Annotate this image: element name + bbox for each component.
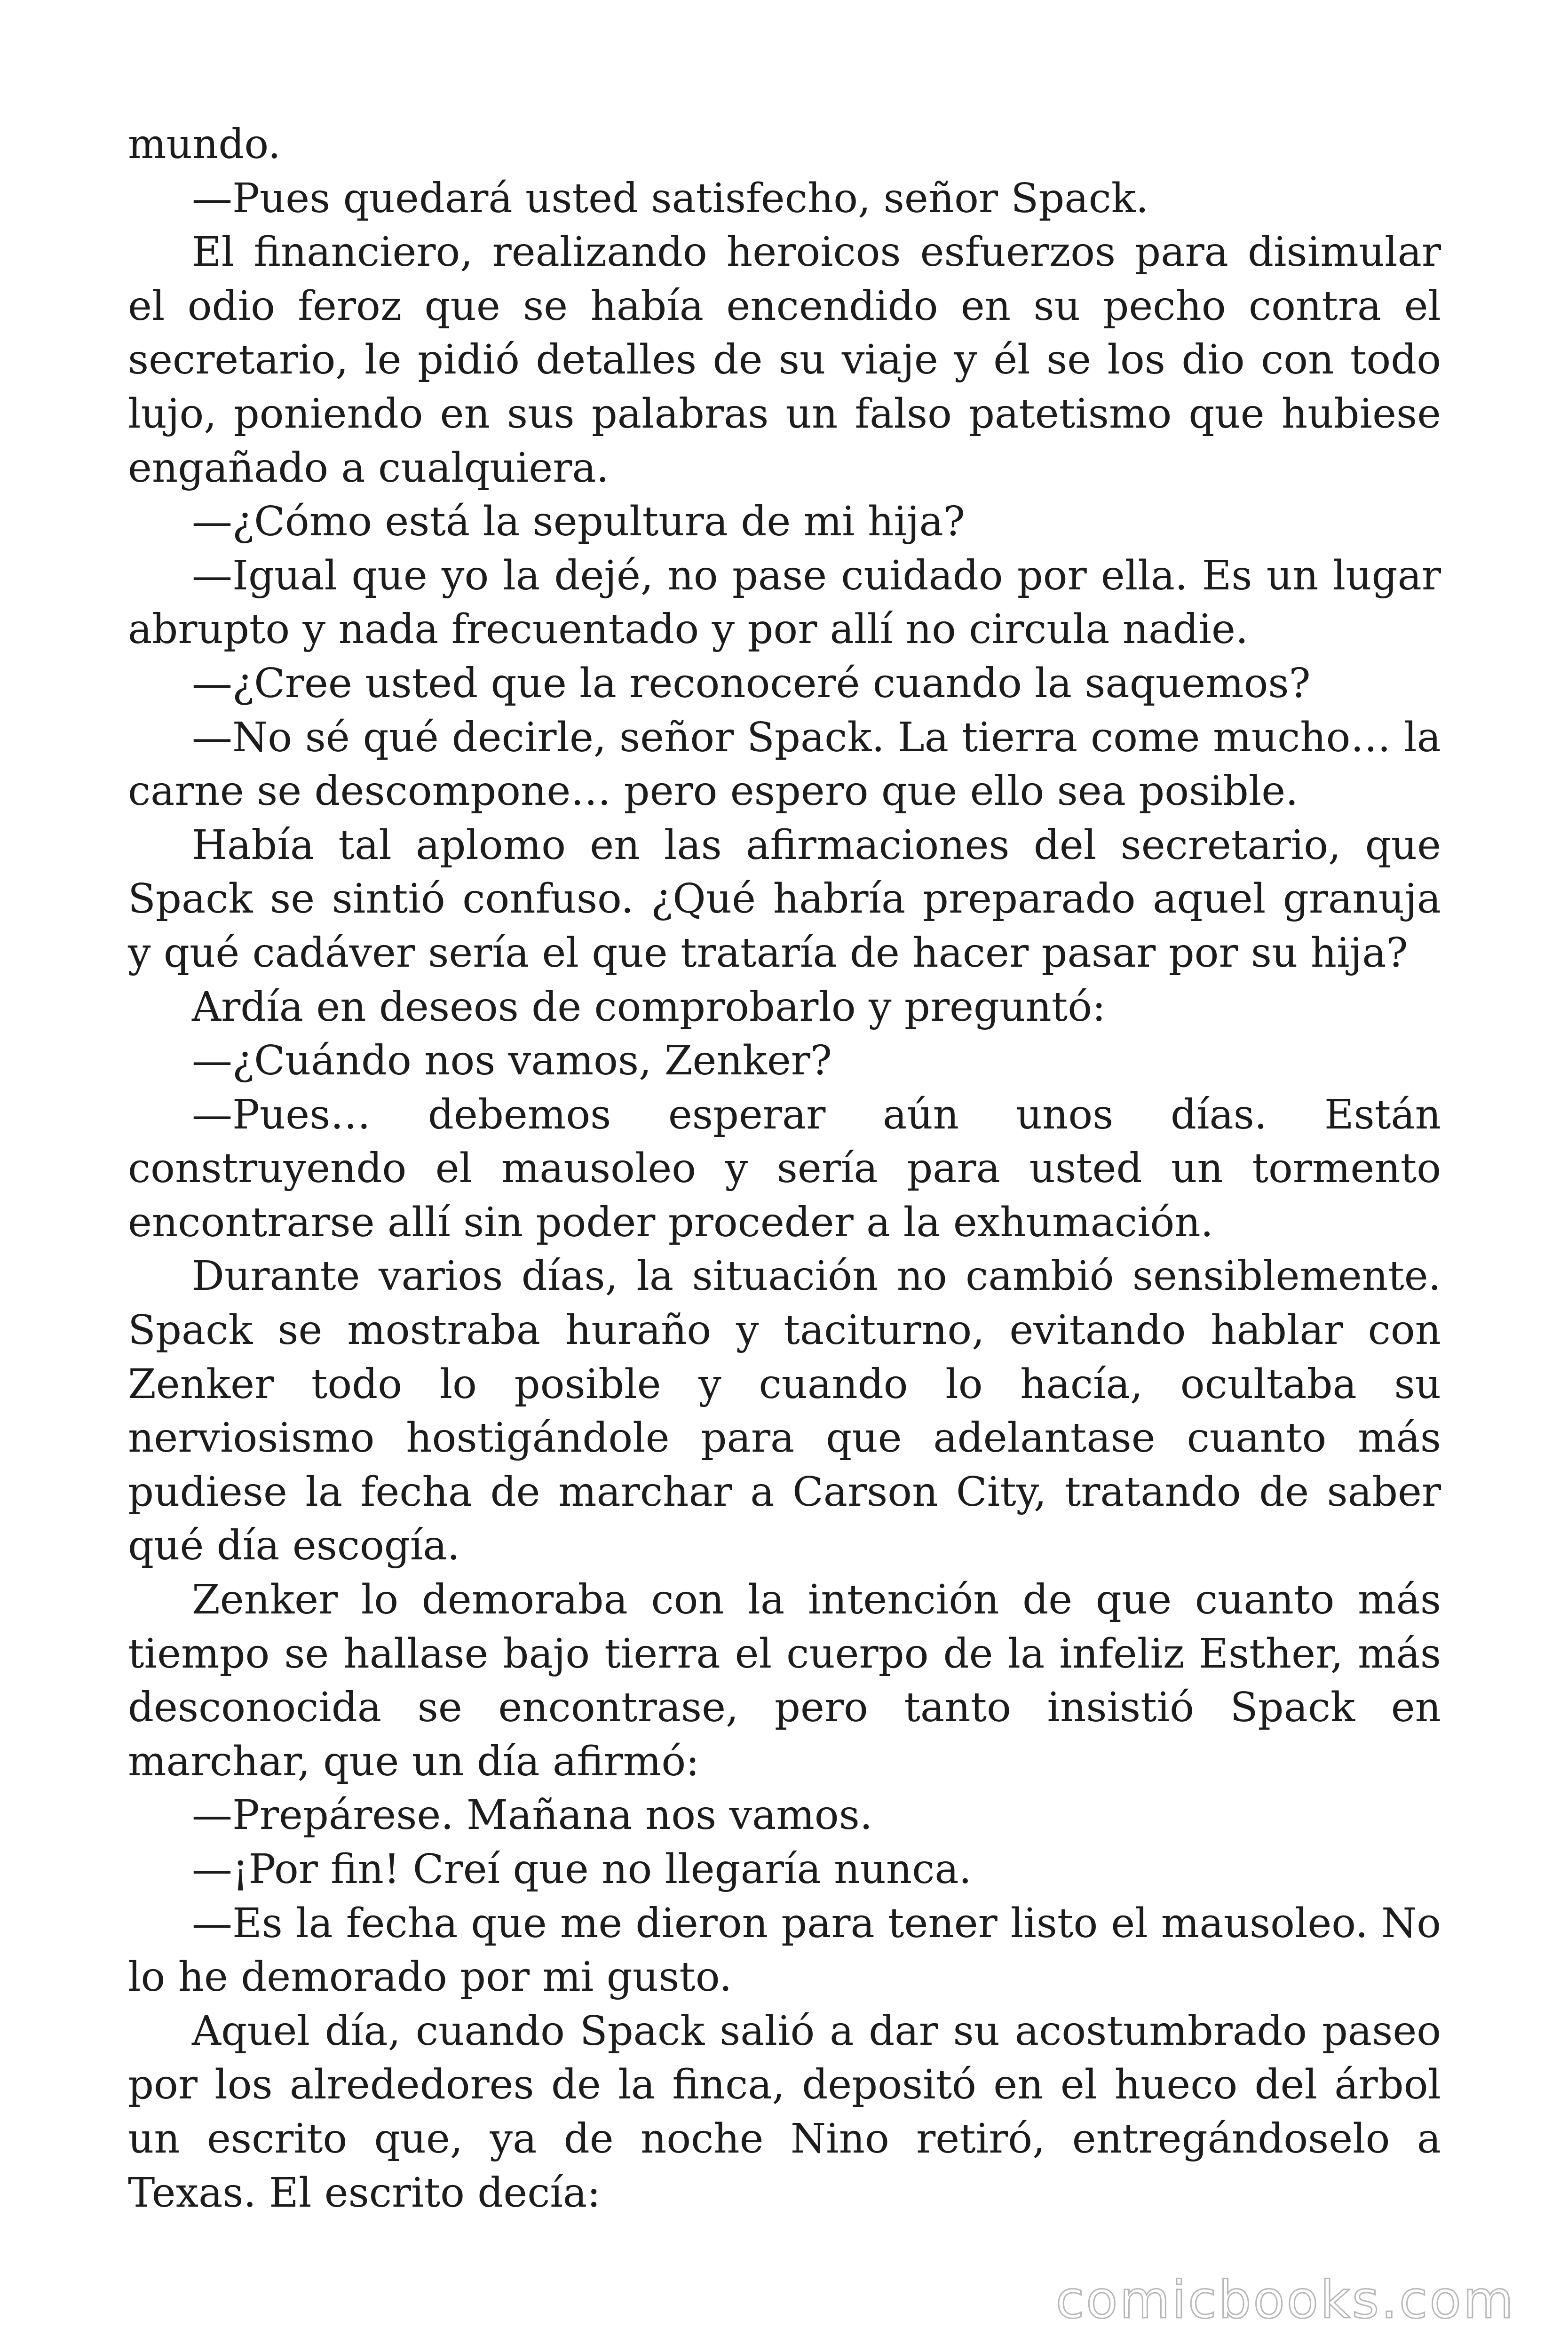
paragraph: —¿Cómo está la sepultura de mi hija? — [192, 498, 965, 546]
paragraph: Había tal aplomo en las afirmaciones del secretario, que Spack se sintió confuso. ¿Qué habría preparado aquel granuja y qué cadáver sería el que trataría de hacer pasar por su hija? — [128, 821, 1441, 977]
paragraph: —Prepárese. Mañana nos vamos. — [192, 1792, 873, 1839]
body-text — [128, 118, 1441, 2220]
watermark: comicbooks.com — [1055, 2270, 1515, 2330]
paragraph: —Igual que yo la dejé, no pase cuidado por ella. Es un lugar abrupto y nada frecuentado y por allí no circula nadie. — [128, 552, 1441, 653]
paragraph: —¡Por fin! Creí que no llegaría nunca. — [192, 1846, 972, 1893]
paragraph: mundo. — [128, 121, 281, 168]
paragraph: —No sé qué decirle, señor Spack. La tierra come mucho… la carne se descompone… pero espero que ello sea posible. — [128, 714, 1441, 815]
paragraph: —Pues… debemos esperar aún unos días. Están construyendo el mausoleo y sería para usted un tormento encontrarse allí sin poder proceder a la exhumación. — [128, 1091, 1441, 1246]
paragraph: Aquel día, cuando Spack salió a dar su acostumbrado paseo por los alrededores de la finca, depositó en el hueco del árbol un escrito que, ya de noche Nino retiró, entregándoselo a Texas. El escrito decía: — [128, 2007, 1441, 2217]
paragraph: El financiero, realizando heroicos esfuerzos para disimular el odio feroz que se había encendido en su pecho contra el secretario, le pidió detalles de su viaje y él se los dio con todo lujo, poniendo en sus palabras un falso patetismo que hubiese engañado a cualquiera. — [128, 229, 1441, 492]
paragraph: —Es la fecha que me dieron para tener listo el mausoleo. No lo he demorado por mi gusto. — [128, 1899, 1441, 2001]
paragraph: Durante varios días, la situación no cambió sensiblemente. Spack se mostraba huraño y taciturno, evitando hablar con Zenker todo lo posible y cuando lo hacía, ocultaba su nerviosismo hostigándole para que adelantase cuanto más pudiese la fecha de marchar a Carson City, tratando de saber qué día escogía. — [128, 1253, 1441, 1570]
paragraph: —Pues quedará usted satisfecho, señor Spack. — [192, 175, 1149, 222]
paragraph: Zenker lo demoraba con la intención de que cuanto más tiempo se hallase bajo tierra el cuerpo de la infeliz Esther, más desconocida se encontrase, pero tanto insistió Spack en marchar, que un día afirmó: — [128, 1576, 1441, 1785]
paragraph: Ardía en deseos de comprobarlo y preguntó: — [192, 983, 1106, 1031]
paragraph: —¿Cuándo nos vamos, Zenker? — [192, 1037, 832, 1085]
paragraph: —¿Cree usted que la reconoceré cuando la saquemos? — [192, 660, 1311, 707]
